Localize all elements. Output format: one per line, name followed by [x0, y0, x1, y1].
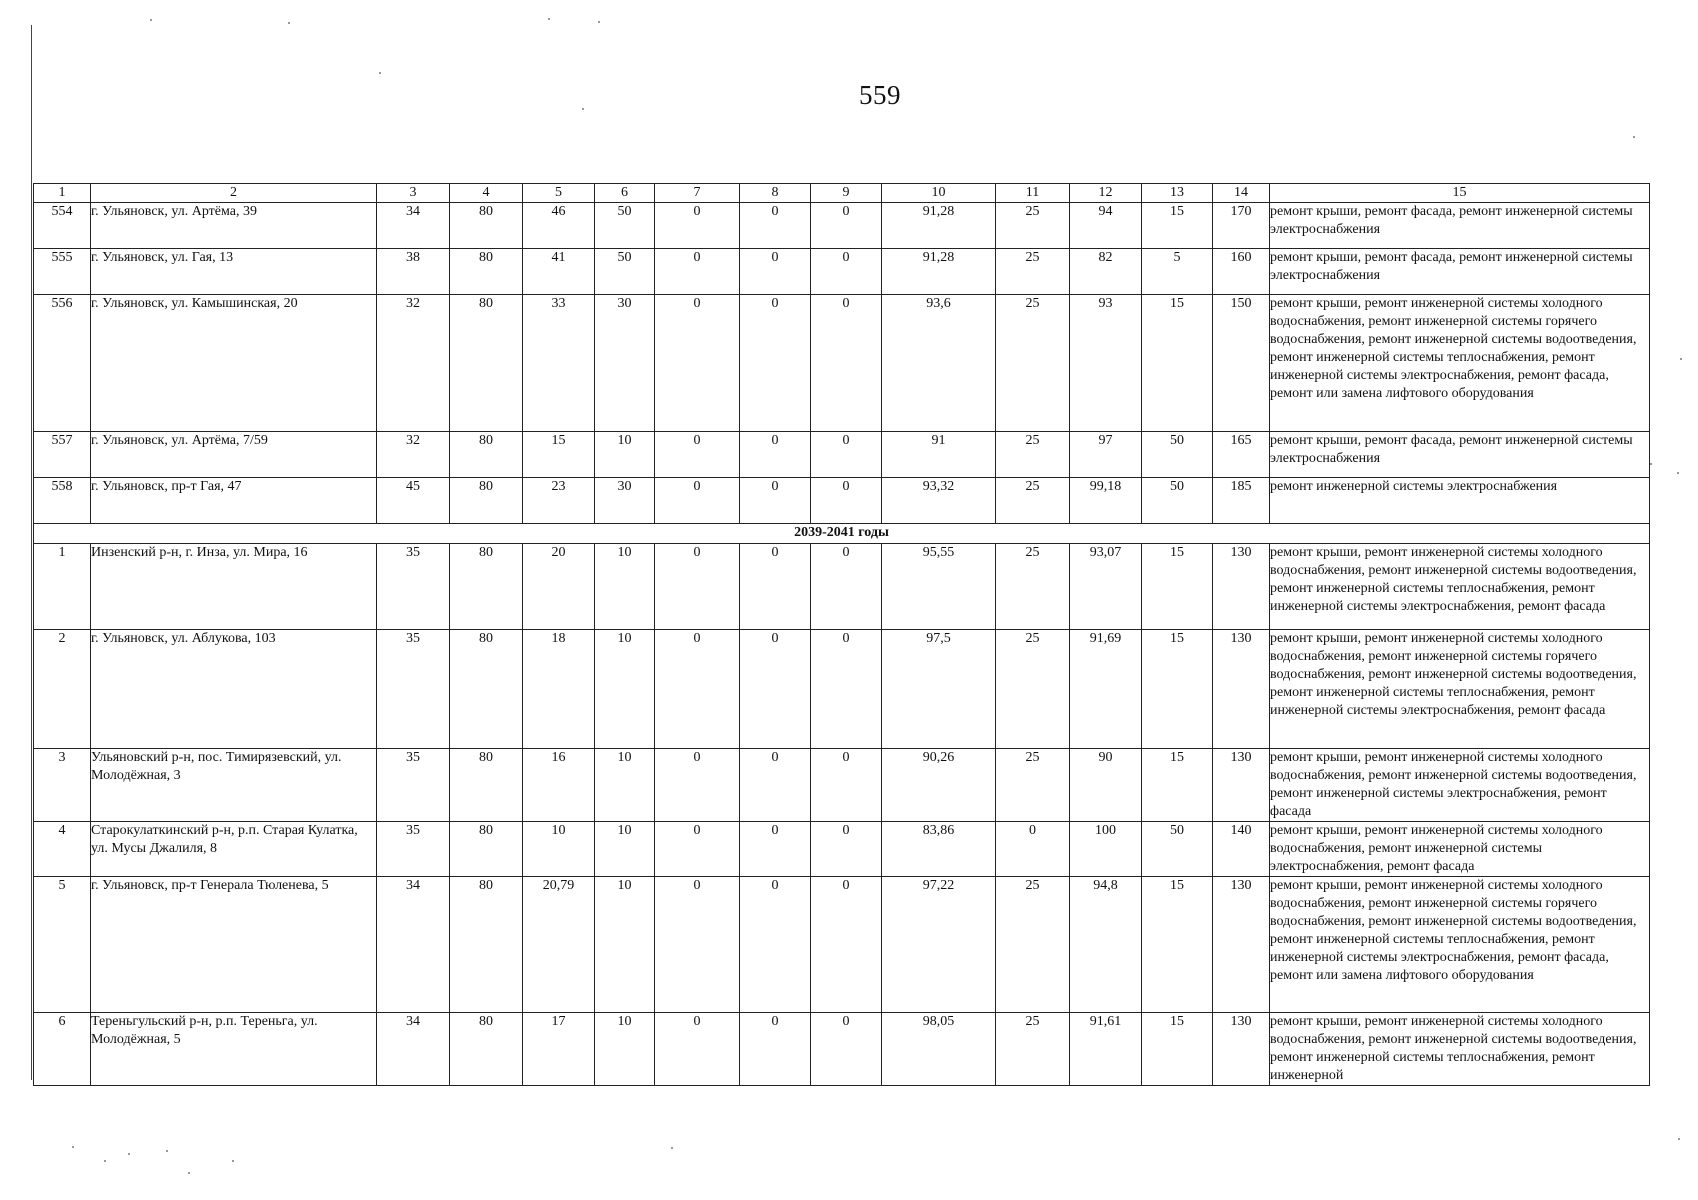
value-cell-col-13: 15 — [1142, 749, 1213, 822]
column-number-7: 7 — [655, 184, 740, 203]
row-number: 4 — [34, 822, 91, 877]
value-cell-col-8: 0 — [740, 295, 811, 432]
works-cell: ремонт крыши, ремонт инженерной системы холодного водоснабжения, ремонт инженерной системы электроснабжения, ремонт фасада — [1270, 822, 1650, 877]
works-cell: ремонт крыши, ремонт фасада, ремонт инженерной системы электроснабжения — [1270, 249, 1650, 295]
works-cell: ремонт крыши, ремонт инженерной системы холодного водоснабжения, ремонт инженерной системы горячего водоснабжения, ремонт инженерной системы водоотведения, ремонт инженерной системы теплоснабжения, ремонт инженерной системы электроснабжения, ремонт фасада, ремонт или замена лифтового оборудования — [1270, 877, 1650, 1013]
value-cell-col-13: 15 — [1142, 295, 1213, 432]
column-number-10: 10 — [882, 184, 996, 203]
value-cell-col-11: 25 — [996, 295, 1070, 432]
value-cell-col-14: 150 — [1213, 295, 1270, 432]
value-cell-col-7: 0 — [655, 544, 740, 630]
value-cell-col-7: 0 — [655, 1013, 740, 1086]
address-cell: Инзенский р-н, г. Инза, ул. Мира, 16 — [91, 544, 377, 630]
row-number: 1 — [34, 544, 91, 630]
value-cell-col-3: 35 — [377, 749, 450, 822]
table-header — [34, 184, 1650, 203]
value-cell-col-4: 80 — [450, 877, 523, 1013]
value-cell-col-6: 30 — [595, 478, 655, 524]
value-cell-col-13: 15 — [1142, 1013, 1213, 1086]
value-cell-col-12: 100 — [1070, 822, 1142, 877]
value-cell-col-8: 0 — [740, 478, 811, 524]
value-cell-col-6: 10 — [595, 630, 655, 749]
value-cell-col-5: 41 — [523, 249, 595, 295]
value-cell-col-4: 80 — [450, 544, 523, 630]
value-cell-col-10: 97,22 — [882, 877, 996, 1013]
value-cell-col-9: 0 — [811, 822, 882, 877]
value-cell-col-10: 91 — [882, 432, 996, 478]
value-cell-col-5: 46 — [523, 203, 595, 249]
value-cell-col-5: 10 — [523, 822, 595, 877]
table-body — [34, 203, 1650, 1086]
column-number-8: 8 — [740, 184, 811, 203]
value-cell-col-6: 10 — [595, 544, 655, 630]
value-cell-col-5: 15 — [523, 432, 595, 478]
works-cell: ремонт инженерной системы электроснабжения — [1270, 478, 1650, 524]
value-cell-col-7: 0 — [655, 877, 740, 1013]
value-cell-col-11: 25 — [996, 544, 1070, 630]
value-cell-col-14: 130 — [1213, 877, 1270, 1013]
value-cell-col-13: 15 — [1142, 544, 1213, 630]
value-cell-col-5: 16 — [523, 749, 595, 822]
value-cell-col-9: 0 — [811, 544, 882, 630]
value-cell-col-12: 91,69 — [1070, 630, 1142, 749]
value-cell-col-12: 94 — [1070, 203, 1142, 249]
value-cell-col-12: 94,8 — [1070, 877, 1142, 1013]
value-cell-col-6: 10 — [595, 822, 655, 877]
value-cell-col-10: 93,32 — [882, 478, 996, 524]
value-cell-col-8: 0 — [740, 877, 811, 1013]
value-cell-col-13: 5 — [1142, 249, 1213, 295]
value-cell-col-9: 0 — [811, 203, 882, 249]
value-cell-col-10: 91,28 — [882, 249, 996, 295]
value-cell-col-14: 160 — [1213, 249, 1270, 295]
value-cell-col-11: 25 — [996, 249, 1070, 295]
value-cell-col-7: 0 — [655, 295, 740, 432]
value-cell-col-13: 15 — [1142, 203, 1213, 249]
row-number: 557 — [34, 432, 91, 478]
works-cell: ремонт крыши, ремонт инженерной системы холодного водоснабжения, ремонт инженерной системы горячего водоснабжения, ремонт инженерной системы водоотведения, ремонт инженерной системы теплоснабжения, ремонт инженерной системы электроснабжения, ремонт фасада — [1270, 630, 1650, 749]
value-cell-col-13: 15 — [1142, 630, 1213, 749]
value-cell-col-3: 34 — [377, 203, 450, 249]
table-row — [34, 749, 1650, 822]
value-cell-col-6: 30 — [595, 295, 655, 432]
table-row — [34, 432, 1650, 478]
value-cell-col-10: 98,05 — [882, 1013, 996, 1086]
section-heading: 2039-2041 годы — [34, 524, 1650, 544]
value-cell-col-9: 0 — [811, 1013, 882, 1086]
address-cell: г. Ульяновск, пр-т Генерала Тюленева, 5 — [91, 877, 377, 1013]
value-cell-col-12: 97 — [1070, 432, 1142, 478]
table-row — [34, 630, 1650, 749]
value-cell-col-6: 50 — [595, 249, 655, 295]
value-cell-col-12: 82 — [1070, 249, 1142, 295]
value-cell-col-8: 0 — [740, 544, 811, 630]
value-cell-col-11: 25 — [996, 630, 1070, 749]
row-number: 554 — [34, 203, 91, 249]
value-cell-col-14: 130 — [1213, 1013, 1270, 1086]
table-row — [34, 544, 1650, 630]
value-cell-col-11: 25 — [996, 203, 1070, 249]
value-cell-col-13: 50 — [1142, 432, 1213, 478]
value-cell-col-10: 90,26 — [882, 749, 996, 822]
table-row — [34, 203, 1650, 249]
value-cell-col-8: 0 — [740, 249, 811, 295]
value-cell-col-4: 80 — [450, 1013, 523, 1086]
table-row — [34, 295, 1650, 432]
value-cell-col-7: 0 — [655, 749, 740, 822]
value-cell-col-12: 99,18 — [1070, 478, 1142, 524]
value-cell-col-9: 0 — [811, 630, 882, 749]
works-cell: ремонт крыши, ремонт инженерной системы холодного водоснабжения, ремонт инженерной системы водоотведения, ремонт инженерной системы электроснабжения, ремонт фасада — [1270, 749, 1650, 822]
address-cell: г. Ульяновск, ул. Гая, 13 — [91, 249, 377, 295]
value-cell-col-11: 0 — [996, 822, 1070, 877]
address-cell: г. Ульяновск, ул. Камышинская, 20 — [91, 295, 377, 432]
column-number-6: 6 — [595, 184, 655, 203]
value-cell-col-12: 93 — [1070, 295, 1142, 432]
value-cell-col-14: 130 — [1213, 749, 1270, 822]
row-number: 556 — [34, 295, 91, 432]
value-cell-col-5: 20,79 — [523, 877, 595, 1013]
column-number-14: 14 — [1213, 184, 1270, 203]
column-number-1: 1 — [34, 184, 91, 203]
column-number-15: 15 — [1270, 184, 1650, 203]
value-cell-col-6: 10 — [595, 432, 655, 478]
table-row — [34, 478, 1650, 524]
value-cell-col-14: 140 — [1213, 822, 1270, 877]
works-cell: ремонт крыши, ремонт фасада, ремонт инженерной системы электроснабжения — [1270, 203, 1650, 249]
value-cell-col-6: 10 — [595, 1013, 655, 1086]
value-cell-col-8: 0 — [740, 432, 811, 478]
value-cell-col-4: 80 — [450, 749, 523, 822]
scan-left-edge — [31, 25, 32, 1080]
works-cell: ремонт крыши, ремонт инженерной системы холодного водоснабжения, ремонт инженерной системы водоотведения, ремонт инженерной системы теплоснабжения, ремонт инженерной системы электроснабжения, ремонт фасада — [1270, 544, 1650, 630]
value-cell-col-4: 80 — [450, 295, 523, 432]
value-cell-col-9: 0 — [811, 749, 882, 822]
value-cell-col-7: 0 — [655, 249, 740, 295]
works-cell: ремонт крыши, ремонт инженерной системы холодного водоснабжения, ремонт инженерной системы горячего водоснабжения, ремонт инженерной системы водоотведения, ремонт инженерной системы теплоснабжения, ремонт инженерной системы электроснабжения, ремонт фасада, ремонт или замена лифтового оборудования — [1270, 295, 1650, 432]
value-cell-col-10: 93,6 — [882, 295, 996, 432]
value-cell-col-8: 0 — [740, 203, 811, 249]
column-number-9: 9 — [811, 184, 882, 203]
value-cell-col-3: 32 — [377, 432, 450, 478]
value-cell-col-7: 0 — [655, 630, 740, 749]
value-cell-col-10: 91,28 — [882, 203, 996, 249]
value-cell-col-6: 10 — [595, 877, 655, 1013]
address-cell: г. Ульяновск, пр-т Гая, 47 — [91, 478, 377, 524]
value-cell-col-8: 0 — [740, 749, 811, 822]
value-cell-col-9: 0 — [811, 249, 882, 295]
value-cell-col-4: 80 — [450, 822, 523, 877]
value-cell-col-4: 80 — [450, 249, 523, 295]
value-cell-col-3: 35 — [377, 544, 450, 630]
section-heading-row — [34, 524, 1650, 544]
value-cell-col-14: 130 — [1213, 630, 1270, 749]
value-cell-col-11: 25 — [996, 1013, 1070, 1086]
value-cell-col-14: 170 — [1213, 203, 1270, 249]
value-cell-col-10: 95,55 — [882, 544, 996, 630]
column-number-13: 13 — [1142, 184, 1213, 203]
value-cell-col-13: 50 — [1142, 478, 1213, 524]
table-row — [34, 877, 1650, 1013]
value-cell-col-4: 80 — [450, 630, 523, 749]
address-cell: Ульяновский р-н, пос. Тимирязевский, ул. Молодёжная, 3 — [91, 749, 377, 822]
value-cell-col-10: 83,86 — [882, 822, 996, 877]
value-cell-col-9: 0 — [811, 432, 882, 478]
table-row — [34, 822, 1650, 877]
value-cell-col-4: 80 — [450, 203, 523, 249]
value-cell-col-5: 23 — [523, 478, 595, 524]
works-cell: ремонт крыши, ремонт инженерной системы холодного водоснабжения, ремонт инженерной системы водоотведения, ремонт инженерной системы теплоснабжения, ремонт инженерной — [1270, 1013, 1650, 1086]
value-cell-col-8: 0 — [740, 630, 811, 749]
value-cell-col-4: 80 — [450, 432, 523, 478]
value-cell-col-9: 0 — [811, 877, 882, 1013]
value-cell-col-13: 50 — [1142, 822, 1213, 877]
value-cell-col-11: 25 — [996, 432, 1070, 478]
value-cell-col-7: 0 — [655, 822, 740, 877]
row-number: 2 — [34, 630, 91, 749]
address-cell: Тереньгульский р-н, р.п. Тереньга, ул. Молодёжная, 5 — [91, 1013, 377, 1086]
row-number: 5 — [34, 877, 91, 1013]
value-cell-col-7: 0 — [655, 478, 740, 524]
value-cell-col-6: 10 — [595, 749, 655, 822]
value-cell-col-9: 0 — [811, 478, 882, 524]
page-number: 559 — [859, 80, 901, 110]
value-cell-col-7: 0 — [655, 203, 740, 249]
address-cell: г. Ульяновск, ул. Аблукова, 103 — [91, 630, 377, 749]
value-cell-col-6: 50 — [595, 203, 655, 249]
registry-table — [33, 183, 1650, 1086]
value-cell-col-3: 32 — [377, 295, 450, 432]
column-number-2: 2 — [91, 184, 377, 203]
value-cell-col-3: 35 — [377, 822, 450, 877]
value-cell-col-14: 130 — [1213, 544, 1270, 630]
address-cell: г. Ульяновск, ул. Артёма, 39 — [91, 203, 377, 249]
address-cell: г. Ульяновск, ул. Артёма, 7/59 — [91, 432, 377, 478]
value-cell-col-3: 34 — [377, 1013, 450, 1086]
row-number: 3 — [34, 749, 91, 822]
works-cell: ремонт крыши, ремонт фасада, ремонт инженерной системы электроснабжения — [1270, 432, 1650, 478]
address-cell: Старокулаткинский р-н, р.п. Старая Кулатка, ул. Мусы Джалиля, 8 — [91, 822, 377, 877]
value-cell-col-14: 165 — [1213, 432, 1270, 478]
row-number: 6 — [34, 1013, 91, 1086]
value-cell-col-5: 20 — [523, 544, 595, 630]
column-number-12: 12 — [1070, 184, 1142, 203]
row-number: 555 — [34, 249, 91, 295]
value-cell-col-10: 97,5 — [882, 630, 996, 749]
value-cell-col-7: 0 — [655, 432, 740, 478]
value-cell-col-12: 93,07 — [1070, 544, 1142, 630]
value-cell-col-13: 15 — [1142, 877, 1213, 1013]
value-cell-col-12: 91,61 — [1070, 1013, 1142, 1086]
value-cell-col-5: 18 — [523, 630, 595, 749]
row-number: 558 — [34, 478, 91, 524]
column-number-11: 11 — [996, 184, 1070, 203]
value-cell-col-8: 0 — [740, 822, 811, 877]
value-cell-col-9: 0 — [811, 295, 882, 432]
table-row — [34, 1013, 1650, 1086]
column-number-5: 5 — [523, 184, 595, 203]
value-cell-col-3: 34 — [377, 877, 450, 1013]
value-cell-col-3: 35 — [377, 630, 450, 749]
value-cell-col-5: 33 — [523, 295, 595, 432]
value-cell-col-3: 38 — [377, 249, 450, 295]
value-cell-col-8: 0 — [740, 1013, 811, 1086]
value-cell-col-11: 25 — [996, 749, 1070, 822]
value-cell-col-5: 17 — [523, 1013, 595, 1086]
value-cell-col-4: 80 — [450, 478, 523, 524]
value-cell-col-14: 185 — [1213, 478, 1270, 524]
value-cell-col-11: 25 — [996, 478, 1070, 524]
table-row — [34, 249, 1650, 295]
value-cell-col-12: 90 — [1070, 749, 1142, 822]
column-number-4: 4 — [450, 184, 523, 203]
value-cell-col-3: 45 — [377, 478, 450, 524]
value-cell-col-11: 25 — [996, 877, 1070, 1013]
column-number-3: 3 — [377, 184, 450, 203]
column-number-row — [34, 184, 1650, 203]
